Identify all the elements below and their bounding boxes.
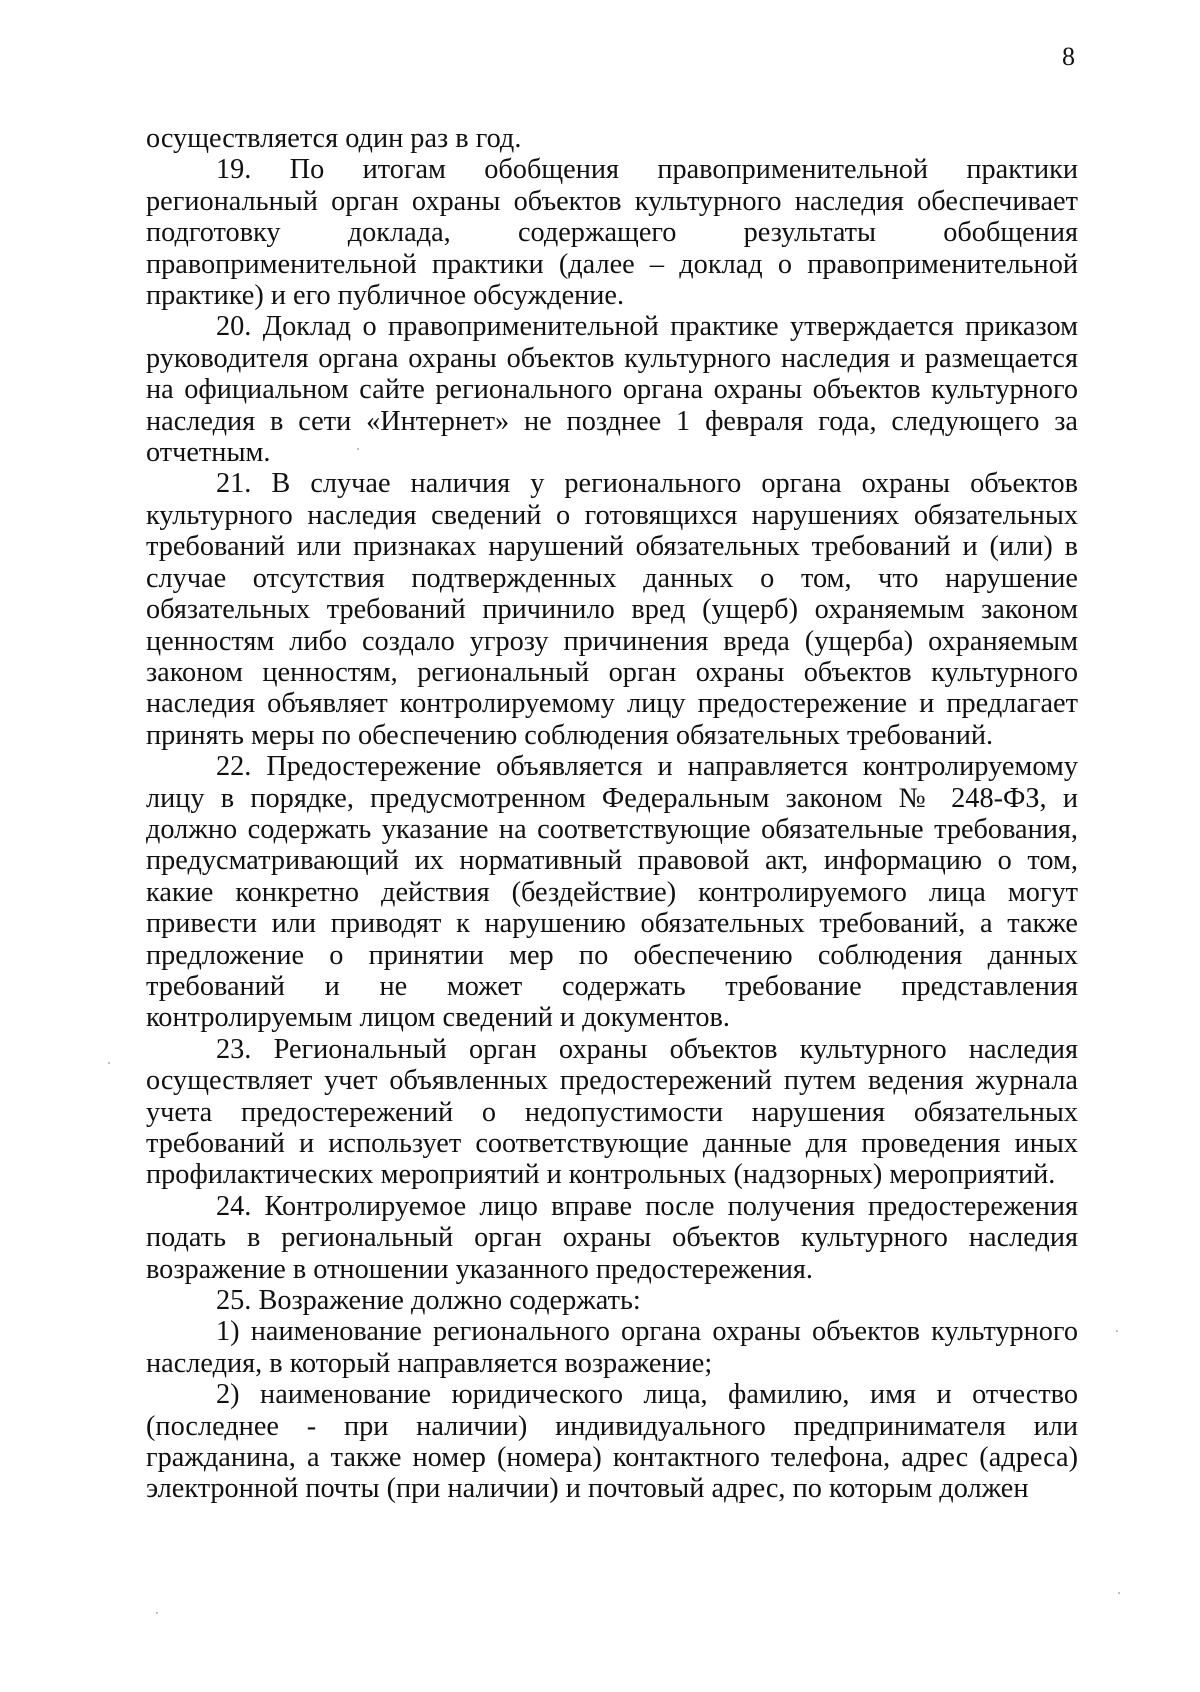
page-number: 8 <box>1062 42 1075 71</box>
paragraph-23: 23. Региональный орган охраны объектов культурного наследия осуществляет учет объявленных предостережений путем ведения журнала учета предостережений о недопустимости нарушения обязательных требований и использует соответствующие данные для проведения иных профилактических мероприятий и контрольных (надзорных) мероприятий. <box>146 1033 1078 1191</box>
paragraph-25: 25. Возражение должно содержать: <box>216 1285 641 1317</box>
scan-speck <box>156 1612 158 1614</box>
paragraph-22: 22. Предостережение объявляется и направляется контролируемому лицу в порядке, предусмотренном Федеральным законом № 248-ФЗ, и должно содержать указание на соответствующие обязательные требования, предусматривающий их нормативный правовой акт, информацию о том, какие конкретно действия (бездействие) контролируемого лица могут привести или приводят к нарушению обязательных требований, а также предложение о принятии мер по обеспечению соблюдения данных требований и не может содержать требование представления контролируемым лицом сведений и документов. <box>146 751 1078 1034</box>
list-item-1: 1) наименование регионального органа охраны объектов культурного наследия, в который направляется возражение; <box>146 1316 1078 1379</box>
paragraph-20: 20. Доклад о правоприменительной практике утверждается приказом руководителя органа охраны объектов культурного наследия и размещается на официальном сайте регионального органа охраны объектов культурного наследия в сети «Интернет» не позднее 1 февраля года, следующего за отчетным. <box>146 311 1078 469</box>
document-body <box>146 123 1078 1505</box>
scan-speck <box>1116 1330 1118 1332</box>
paragraph-19: 19. По итогам обобщения правоприменительной практики региональный орган охраны объектов культурного наследия обеспечивает подготовку доклада, содержащего результаты обобщения правоприменительной практики (далее – доклад о правоприменительной практике) и его публичное обсуждение. <box>146 154 1078 312</box>
paragraph-21: 21. В случае наличия у регионального органа охраны объектов культурного наследия сведений о готовящихся нарушениях обязательных требований или признаках нарушений обязательных требований и (или) в случае отсутствия подтвержденных данных о том, что нарушение обязательных требований причинило вред (ущерб) охраняемым законом ценностям либо создало угрозу причинения вреда (ущерба) охраняемым законом ценностям, региональный орган охраны объектов культурного наследия объявляет контролируемому лицу предостережение и предлагает принять меры по обеспечению соблюдения обязательных требований. <box>146 468 1078 751</box>
paragraph-24: 24. Контролируемое лицо вправе после получения предостережения подать в региональный орган охраны объектов культурного наследия возражение в отношении указанного предостережения. <box>146 1190 1078 1285</box>
scan-speck <box>357 448 359 450</box>
paragraph-continuation: осуществляется один раз в год. <box>146 123 522 154</box>
scan-speck <box>108 1062 110 1064</box>
scan-speck <box>1118 1592 1120 1594</box>
list-item-2: 2) наименование юридического лица, фамилию, имя и отчество (последнее - при наличии) индивидуального предпринимателя или гражданина, а также номер (номера) контактного телефона, адрес (адреса) электронной почты (при наличии) и почтовый адрес, по которым должен <box>146 1379 1078 1505</box>
